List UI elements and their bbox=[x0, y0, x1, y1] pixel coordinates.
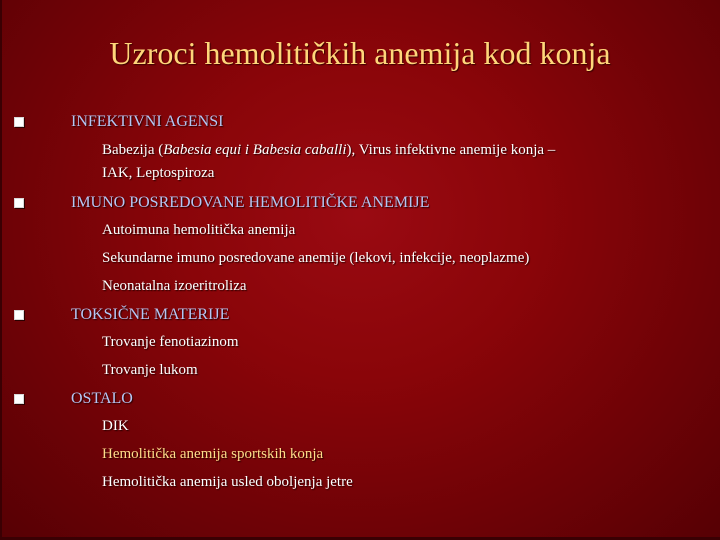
list-item-text: Babezija ( bbox=[102, 142, 164, 158]
section-heading-ostalo: OSTALO bbox=[71, 390, 133, 407]
list-item: Trovanje fenotiazinom bbox=[102, 334, 239, 350]
list-item: DIK bbox=[102, 418, 129, 434]
slide-title: Uzroci hemolitičkih anemija kod konja bbox=[109, 35, 611, 71]
list-item-babezija bbox=[102, 140, 555, 161]
section-heading-imuno-posredovane: IMUNO POSREDOVANE HEMOLITIČKE ANEMIJE bbox=[71, 194, 430, 211]
section-heading-toksicne-materije: TOKSIČNE MATERIJE bbox=[71, 306, 230, 323]
list-item: Autoimuna hemolitička anemija bbox=[102, 222, 296, 238]
list-item-babezija-continued: IAK, Leptospiroza bbox=[102, 165, 215, 181]
list-item-text: ), Virus infektivne anemije konja – bbox=[346, 142, 556, 158]
list-item: Neonatalna izoeritroliza bbox=[102, 278, 247, 294]
list-item-highlighted: Hemolitička anemija sportskih konja bbox=[102, 446, 324, 462]
list-item: Trovanje lukom bbox=[102, 362, 198, 378]
square-bullet-icon bbox=[14, 117, 24, 127]
square-bullet-icon bbox=[14, 310, 24, 320]
list-item: Sekundarne imuno posredovane anemije (lekovi, infekcije, neoplazme) bbox=[102, 250, 530, 266]
list-item: Hemolitička anemija usled oboljenja jetre bbox=[102, 474, 353, 490]
square-bullet-icon bbox=[14, 198, 24, 208]
square-bullet-icon bbox=[14, 394, 24, 404]
section-heading-infektivni-agensi: INFEKTIVNI AGENSI bbox=[71, 113, 224, 130]
species-names: Babesia equi i Babesia caballi bbox=[163, 142, 347, 158]
